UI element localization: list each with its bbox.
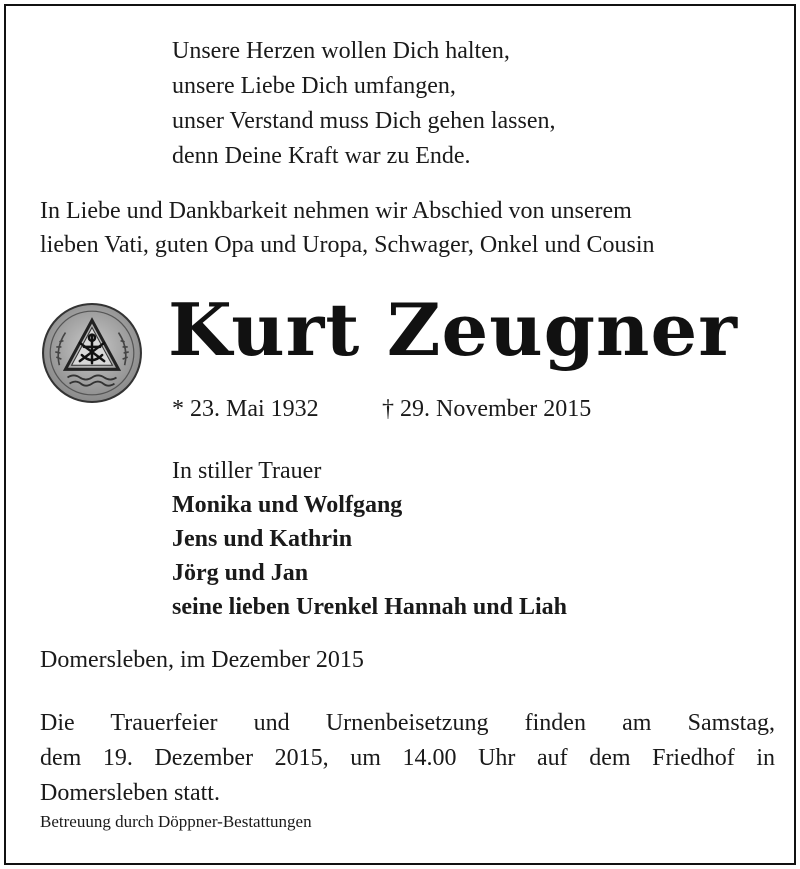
mourner-name: Jens und Kathrin: [172, 526, 353, 552]
ceremony-line: Die Trauerfeier und Urnenbeisetzung finden am Samstag,: [40, 710, 775, 736]
deceased-name: Kurt Zeugner: [168, 287, 738, 372]
poem-line: unsere Liebe Dich umfangen,: [172, 73, 456, 99]
ceremony-line: dem 19. Dezember 2015, um 14.00 Uhr auf dem Friedhof in: [40, 745, 775, 771]
intro-line: lieben Vati, guten Opa und Uropa, Schwager, Onkel und Cousin: [40, 232, 655, 258]
poem-line: Unsere Herzen wollen Dich halten,: [172, 38, 510, 64]
poem: [172, 34, 555, 174]
poem-line: denn Deine Kraft war zu Ende.: [172, 143, 471, 169]
intro-line: In Liebe und Dankbarkeit nehmen wir Abschied von unserem: [40, 198, 632, 224]
death-date: † 29. November 2015: [382, 396, 592, 422]
mourner-name: Jörg und Jan: [172, 560, 309, 586]
mourners-block: [172, 454, 567, 624]
anchor-triangle-seal-icon: [41, 302, 143, 404]
obituary-frame: [4, 4, 796, 865]
mourners-heading: In stiller Trauer: [172, 458, 322, 484]
funeral-home-credit: Betreuung durch Döppner-Bestattungen: [40, 812, 312, 831]
intro-text: [40, 194, 654, 262]
ceremony-info: [40, 706, 775, 811]
place-and-date: Domersleben, im Dezember 2015: [40, 647, 364, 673]
mourner-name: seine lieben Urenkel Hannah und Liah: [172, 594, 567, 620]
ceremony-line: Domersleben statt.: [40, 780, 220, 806]
poem-line: unser Verstand muss Dich gehen lassen,: [172, 108, 556, 134]
birth-date: * 23. Mai 1932: [172, 396, 319, 422]
mourner-name: Monika und Wolfgang: [172, 492, 403, 518]
